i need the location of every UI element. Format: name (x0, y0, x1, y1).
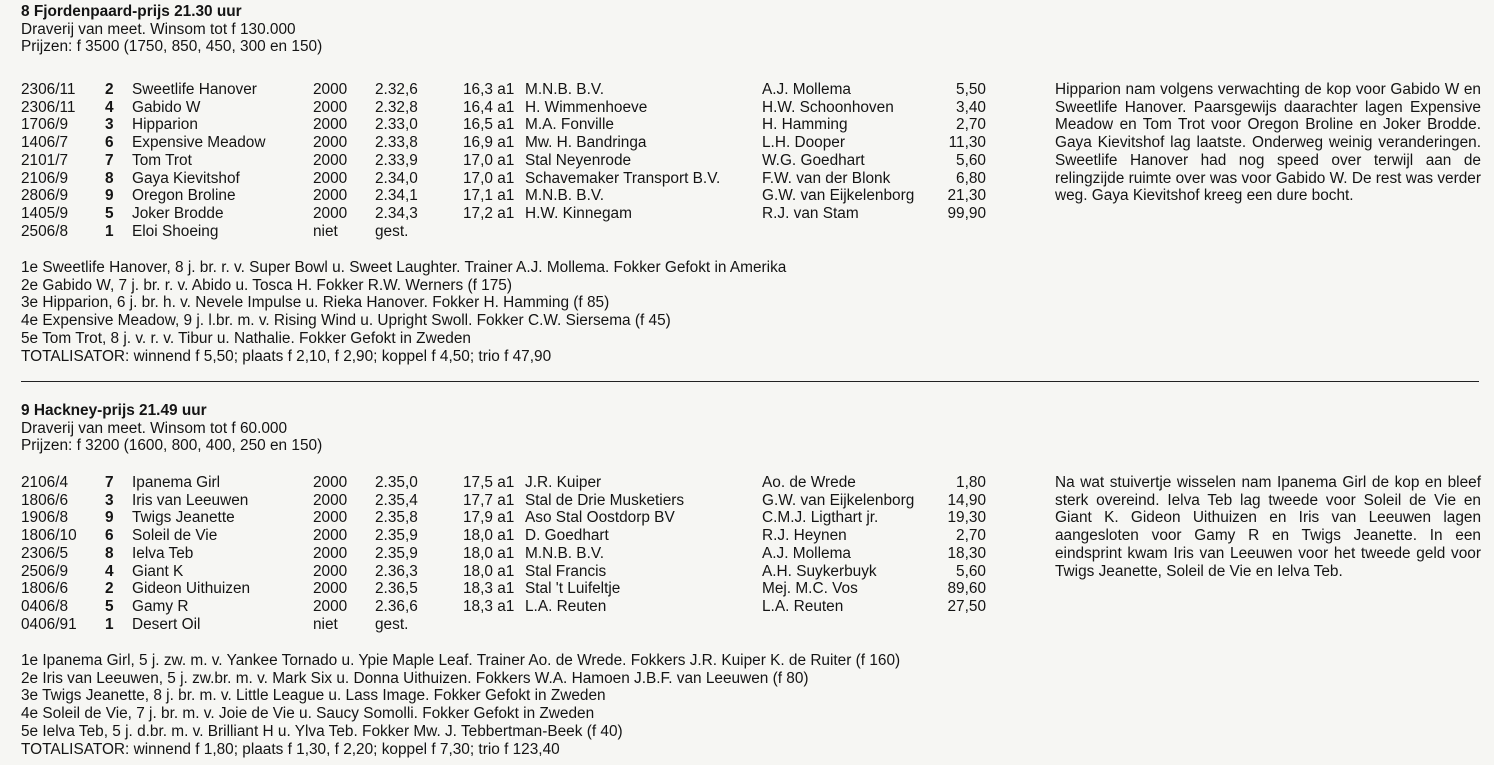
horse-name: Gaya Kievitshof (132, 169, 240, 187)
km-time: 17,9 a1 (463, 509, 515, 527)
start-number: 5 (105, 204, 114, 222)
driver: H.W. Schoonhoven (762, 98, 894, 116)
race-time: gest. (375, 222, 409, 240)
km-time: 18,0 a1 (463, 562, 515, 580)
driver: W.G. Goedhart (762, 151, 865, 169)
horse-name: Soleil de Vie (132, 527, 218, 545)
distance: 2000 (313, 187, 348, 205)
km-time: 17,7 a1 (463, 491, 515, 509)
result-code: 1906/8 (21, 509, 69, 527)
odds: 6,80 (956, 169, 986, 187)
driver: G.W. van Eijkelenborg (762, 491, 915, 509)
start-number: 6 (105, 134, 114, 152)
race-time: 2.35,4 (375, 491, 418, 509)
race-section (21, 402, 1481, 758)
race-section (21, 3, 1481, 365)
owner: Mw. H. Bandringa (525, 134, 647, 152)
result-row (21, 81, 986, 99)
horse-name: Eloi Shoeing (132, 222, 219, 240)
race-time: 2.35,9 (375, 527, 418, 545)
distance: 2000 (313, 169, 348, 187)
detail-line: 1e Sweetlife Hanover, 8 j. br. r. v. Super Bowl u. Sweet Laughter. Trainer A.J. Mollema. Fokker Gefokt in Amerika (21, 259, 787, 276)
detail-line: 1e Ipanema Girl, 5 j. zw. m. v. Yankee Tornado u. Ypie Maple Leaf. Trainer Ao. de Wrede. Fokkers J.R. Kuiper K. de Ruiter (f 160) (21, 652, 901, 669)
result-code: 2306/11 (21, 98, 76, 116)
start-number: 9 (105, 187, 114, 205)
driver: A.H. Suykerbuyk (762, 562, 877, 580)
result-row (21, 598, 986, 616)
km-time: 18,3 a1 (463, 580, 515, 598)
distance: 2000 (313, 491, 348, 509)
race-time: 2.32,8 (375, 98, 418, 116)
owner: Schavemaker Transport B.V. (525, 169, 721, 187)
km-time: 18,0 a1 (463, 544, 515, 562)
horse-name: Tom Trot (132, 151, 192, 169)
odds: 5,50 (956, 81, 986, 98)
race-time: 2.34,3 (375, 204, 418, 222)
distance: 2000 (313, 562, 348, 580)
result-code: 1806/6 (21, 491, 69, 509)
owner: H. Wimmenhoeve (525, 98, 648, 116)
race-time: 2.33,0 (375, 116, 418, 134)
horse-name: Ipanema Girl (132, 474, 221, 491)
driver: Mej. M.C. Vos (762, 580, 858, 598)
owner: Stal 't Luifeltje (525, 580, 621, 598)
start-number: 7 (105, 151, 114, 169)
result-row (21, 187, 986, 205)
result-row (21, 527, 986, 545)
start-number: 8 (105, 544, 114, 562)
race-time: 2.32,6 (375, 81, 418, 98)
detail-line: 3e Twigs Jeanette, 8 j. br. m. v. Little League u. Lass Image. Fokker Gefokt in Zweden (21, 687, 606, 705)
race-details (21, 259, 786, 365)
distance: 2000 (313, 509, 348, 527)
result-code: 1806/10 (21, 527, 77, 545)
driver (762, 223, 922, 241)
race-title: 9 Hackney-prijs 21.49 uur (21, 402, 207, 419)
owner: M.N.B. B.V. (525, 544, 604, 562)
totalisator-line: TOTALISATOR: winnend f 5,50; plaats f 2,10, f 2,90; koppel f 4,50; trio f 47,90 (21, 347, 552, 365)
owner: Stal Francis (525, 562, 607, 580)
race-title: 8 Fjordenpaard-prijs 21.30 uur (21, 3, 242, 20)
distance: niet (313, 615, 338, 633)
race-time: 2.36,3 (375, 562, 418, 580)
detail-line: 3e Hipparion, 6 j. br. h. v. Nevele Impulse u. Rieka Hanover. Fokker H. Hamming (f 85) (21, 294, 610, 312)
driver: L.H. Dooper (762, 134, 845, 152)
result-row (21, 509, 986, 527)
distance: 2000 (313, 597, 348, 615)
result-code: 2306/11 (21, 81, 76, 98)
driver: R.J. van Stam (762, 204, 859, 222)
result-row (21, 545, 986, 563)
driver: A.J. Mollema (762, 81, 851, 98)
start-number: 3 (105, 491, 114, 509)
horse-name: Gideon Uithuizen (132, 580, 251, 598)
distance: 2000 (313, 151, 348, 169)
owner: Stal Neyenrode (525, 151, 632, 169)
result-code: 2106/4 (21, 474, 69, 491)
result-code: 0406/91 (21, 615, 77, 633)
odds: 18,30 (947, 544, 986, 562)
result-row (21, 116, 986, 134)
distance: 2000 (313, 134, 348, 152)
owner: J.R. Kuiper (525, 474, 602, 491)
odds: 19,30 (947, 509, 986, 527)
odds: 14,90 (947, 491, 986, 509)
horse-name: Sweetlife Hanover (132, 81, 257, 98)
driver (762, 616, 922, 634)
odds (922, 223, 986, 241)
driver: H. Hamming (762, 116, 848, 134)
km-time: 17,0 a1 (463, 169, 515, 187)
detail-line: 5e Ielva Teb, 5 j. d.br. m. v. Brilliant H u. Ylva Teb. Fokker Mw. J. Tebbertman-Beek (f 40) (21, 722, 623, 740)
race-time: 2.35,9 (375, 544, 418, 562)
results-table (21, 474, 986, 633)
results-table (21, 81, 986, 240)
result-code: 1406/7 (21, 134, 69, 152)
race-prizes: Prijzen: f 3200 (1600, 800, 400, 250 en 150) (21, 437, 323, 455)
race-time: 2.36,6 (375, 597, 418, 615)
owner (525, 616, 762, 634)
race-time: gest. (375, 615, 409, 633)
result-row (21, 616, 986, 634)
horse-name: Joker Brodde (132, 204, 224, 222)
owner: L.A. Reuten (525, 597, 607, 615)
owner: M.N.B. B.V. (525, 187, 604, 205)
odds: 89,60 (947, 580, 986, 598)
start-number: 1 (105, 222, 114, 240)
km-time: 18,0 a1 (463, 527, 515, 545)
race-commentary: Hipparion nam volgens verwachting de kop voor Gabido W en Sweetlife Hanover. Paarsgewijs daarachter lagen Expensive Meadow en Tom Trot voor Oregon Broline en Joker Brodde. Gaya Kievitshof lag laatste. Onderweg weinig veranderingen. Sweetlife Hanover had nog speed over terwijl aan de relingzijde ruimte over was voor Gabido W. De rest was verder weg. Gaya Kievitshof kreeg een dure bocht. (1055, 81, 1481, 205)
race-conditions: Draverij van meet. Winsom tot f 60.000 (21, 419, 288, 437)
km-time: 16,5 a1 (463, 116, 515, 134)
horse-name: Giant K (132, 562, 184, 580)
driver: A.J. Mollema (762, 544, 851, 562)
start-number: 3 (105, 116, 114, 134)
detail-line: 5e Tom Trot, 8 j. v. r. v. Tibur u. Nathalie. Fokker Gefokt in Zweden (21, 329, 471, 347)
odds: 3,40 (956, 98, 986, 116)
result-code: 2101/7 (21, 151, 69, 169)
km-time: 17,0 a1 (463, 151, 515, 169)
distance: 2000 (313, 527, 348, 545)
km-time: 16,4 a1 (463, 98, 515, 116)
race-time: 2.36,5 (375, 580, 418, 598)
distance: niet (313, 222, 338, 240)
start-number: 4 (105, 562, 114, 580)
result-code: 1706/9 (21, 116, 69, 134)
start-number: 9 (105, 509, 114, 527)
race-time: 2.35,8 (375, 509, 418, 527)
odds: 11,30 (948, 134, 986, 152)
race-time: 2.35,0 (375, 474, 418, 491)
owner (525, 223, 762, 241)
start-number: 1 (105, 615, 114, 633)
race-conditions: Draverij van meet. Winsom tot f 130.000 (21, 20, 296, 38)
horse-name: Expensive Meadow (132, 134, 266, 152)
horse-name: Gabido W (132, 98, 201, 116)
race-details (21, 652, 900, 758)
odds: 5,60 (956, 151, 986, 169)
km-time: 17,5 a1 (463, 474, 515, 491)
result-code: 0406/8 (21, 597, 69, 615)
horse-name: Ielva Teb (132, 544, 194, 562)
odds (922, 616, 986, 634)
race-prizes: Prijzen: f 3500 (1750, 850, 450, 300 en 150) (21, 38, 323, 56)
distance: 2000 (313, 116, 348, 134)
start-number: 7 (105, 474, 114, 491)
horse-name: Iris van Leeuwen (132, 491, 249, 509)
race-time: 2.34,0 (375, 169, 418, 187)
detail-line: 4e Soleil de Vie, 7 j. br. m. v. Joie de Vie u. Saucy Somolli. Fokker Gefokt in Zweden (21, 705, 595, 723)
owner: D. Goedhart (525, 527, 609, 545)
result-row (21, 99, 986, 117)
detail-line: 4e Expensive Meadow, 9 j. l.br. m. v. Rising Wind u. Upright Swoll. Fokker C.W. Siersema (f 45) (21, 312, 671, 330)
start-number: 2 (105, 81, 114, 98)
result-row (21, 492, 986, 510)
owner: H.W. Kinnegam (525, 204, 632, 222)
section-divider (21, 381, 1479, 382)
race-time: 2.33,9 (375, 151, 418, 169)
result-row (21, 223, 986, 241)
distance: 2000 (313, 474, 348, 491)
owner: Stal de Drie Musketiers (525, 491, 685, 509)
odds: 27,50 (947, 597, 986, 615)
odds: 2,70 (956, 116, 986, 134)
race-commentary: Na wat stuivertje wisselen nam Ipanema Girl de kop en bleef sterk overeind. Ielva Teb lag tweede voor Soleil de Vie en Giant K. Gideon Uithuizen en Iris van Leeuwen lagen aangesloten voor Gamy R en Twigs Jeanette. In een eindsprint kwam Iris van Leeuwen voor het tweede geld voor Twigs Jeanette, Soleil de Vie en Ielva Teb. (1055, 474, 1481, 580)
odds: 1,80 (956, 474, 986, 491)
km-time: 18,3 a1 (463, 597, 515, 615)
detail-line: 2e Iris van Leeuwen, 5 j. zw.br. m. v. Mark Six u. Donna Uithuizen. Fokkers W.A. Hamoen J.B.F. van Leeuwen (f 80) (21, 669, 809, 687)
distance: 2000 (313, 98, 348, 116)
result-row (21, 170, 986, 188)
driver: G.W. van Eijkelenborg (762, 187, 915, 205)
odds: 5,60 (956, 562, 986, 580)
driver: F.W. van der Blonk (762, 169, 891, 187)
km-time (463, 616, 525, 634)
km-time: 16,9 a1 (463, 134, 515, 152)
result-row (21, 205, 986, 223)
horse-name: Gamy R (132, 597, 189, 615)
odds: 21,30 (947, 187, 986, 205)
result-code: 2506/8 (21, 222, 69, 240)
race-time: 2.33,8 (375, 134, 418, 152)
result-code: 2506/9 (21, 562, 69, 580)
horse-name: Oregon Broline (132, 187, 236, 205)
driver: L.A. Reuten (762, 597, 844, 615)
detail-line: 2e Gabido W, 7 j. br. r. v. Abido u. Tosca H. Fokker R.W. Werners (f 175) (21, 276, 512, 294)
horse-name: Hipparion (132, 116, 198, 134)
owner: M.A. Fonville (525, 116, 614, 134)
km-time: 17,2 a1 (463, 204, 515, 222)
owner: M.N.B. B.V. (525, 81, 604, 98)
start-number: 4 (105, 98, 114, 116)
distance: 2000 (313, 204, 348, 222)
start-number: 5 (105, 597, 114, 615)
km-time: 17,1 a1 (463, 187, 515, 205)
km-time (463, 223, 525, 241)
odds: 2,70 (956, 527, 986, 545)
result-row (21, 134, 986, 152)
result-row (21, 474, 986, 492)
result-row (21, 152, 986, 170)
start-number: 6 (105, 527, 114, 545)
result-row (21, 580, 986, 598)
horse-name: Desert Oil (132, 615, 201, 633)
driver: R.J. Heynen (762, 527, 847, 545)
result-code: 2306/5 (21, 544, 69, 562)
result-code: 2806/9 (21, 187, 69, 205)
result-code: 1405/9 (21, 204, 69, 222)
owner: Aso Stal Oostdorp BV (525, 509, 675, 527)
totalisator-line: TOTALISATOR: winnend f 1,80; plaats f 1,30, f 2,20; koppel f 7,30; trio f 123,40 (21, 740, 560, 758)
distance: 2000 (313, 81, 348, 98)
distance: 2000 (313, 580, 348, 598)
result-code: 2106/9 (21, 169, 69, 187)
odds: 99,90 (947, 204, 986, 222)
result-code: 1806/6 (21, 580, 69, 598)
start-number: 2 (105, 580, 114, 598)
km-time: 16,3 a1 (463, 81, 515, 98)
horse-name: Twigs Jeanette (132, 509, 235, 527)
race-time: 2.34,1 (375, 187, 418, 205)
start-number: 8 (105, 169, 114, 187)
driver: C.M.J. Ligthart jr. (762, 509, 879, 527)
distance: 2000 (313, 544, 348, 562)
driver: Ao. de Wrede (762, 474, 856, 491)
result-row (21, 563, 986, 581)
